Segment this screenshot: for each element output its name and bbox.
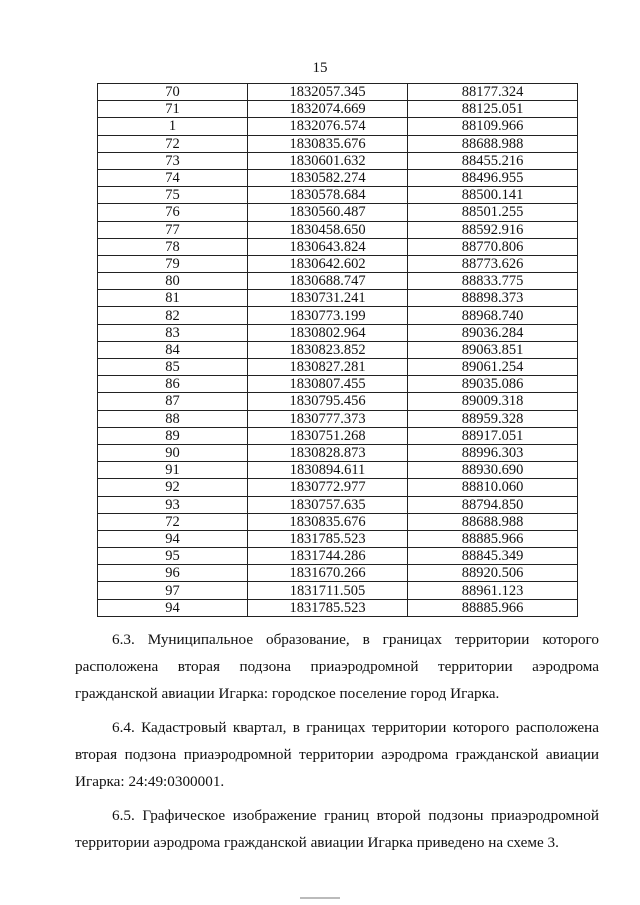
point-number-cell: 71 — [98, 101, 248, 118]
y-coordinate-cell: 88592.916 — [408, 221, 578, 238]
table-row — [98, 238, 578, 255]
point-number-cell: 91 — [98, 462, 248, 479]
table-row — [98, 152, 578, 169]
y-coordinate-cell: 88898.373 — [408, 290, 578, 307]
table-row — [98, 599, 578, 616]
point-number-cell: 78 — [98, 238, 248, 255]
point-number-cell: 90 — [98, 444, 248, 461]
x-coordinate-cell: 1830894.611 — [248, 462, 408, 479]
x-coordinate-cell: 1832074.669 — [248, 101, 408, 118]
x-coordinate-cell: 1830772.977 — [248, 479, 408, 496]
coordinates-table-body — [98, 84, 578, 617]
point-number-cell: 76 — [98, 204, 248, 221]
point-number-cell: 80 — [98, 273, 248, 290]
x-coordinate-cell: 1831744.286 — [248, 548, 408, 565]
x-coordinate-cell: 1831785.523 — [248, 530, 408, 547]
y-coordinate-cell: 89061.254 — [408, 359, 578, 376]
point-number-cell: 88 — [98, 410, 248, 427]
point-number-cell: 79 — [98, 255, 248, 272]
x-coordinate-cell: 1830751.268 — [248, 427, 408, 444]
x-coordinate-cell: 1830560.487 — [248, 204, 408, 221]
table-row — [98, 324, 578, 341]
x-coordinate-cell: 1831785.523 — [248, 599, 408, 616]
point-number-cell: 84 — [98, 341, 248, 358]
table-row — [98, 118, 578, 135]
y-coordinate-cell: 88833.775 — [408, 273, 578, 290]
table-row — [98, 462, 578, 479]
x-coordinate-cell: 1831670.266 — [248, 565, 408, 582]
point-number-cell: 94 — [98, 599, 248, 616]
table-row — [98, 393, 578, 410]
point-number-cell: 95 — [98, 548, 248, 565]
paragraph-6-4: 6.4. Кадастровый квартал, в границах территории которого расположена вторая подзона приаэродромной территории аэродрома гражданской авиации Игарка: 24:49:0300001. — [75, 719, 599, 790]
y-coordinate-cell: 88500.141 — [408, 187, 578, 204]
y-coordinate-cell: 88885.966 — [408, 530, 578, 547]
x-coordinate-cell: 1830827.281 — [248, 359, 408, 376]
point-number-cell: 72 — [98, 135, 248, 152]
y-coordinate-cell: 89035.086 — [408, 376, 578, 393]
table-row — [98, 496, 578, 513]
table-row — [98, 359, 578, 376]
table-row — [98, 565, 578, 582]
x-coordinate-cell: 1830777.373 — [248, 410, 408, 427]
table-row — [98, 273, 578, 290]
y-coordinate-cell: 88109.966 — [408, 118, 578, 135]
point-number-cell: 72 — [98, 513, 248, 530]
x-coordinate-cell: 1830642.602 — [248, 255, 408, 272]
table-row — [98, 135, 578, 152]
y-coordinate-cell: 88930.690 — [408, 462, 578, 479]
point-number-cell: 96 — [98, 565, 248, 582]
table-row — [98, 221, 578, 238]
point-number-cell: 87 — [98, 393, 248, 410]
table-row — [98, 444, 578, 461]
x-coordinate-cell: 1830835.676 — [248, 135, 408, 152]
y-coordinate-cell: 89063.851 — [408, 341, 578, 358]
x-coordinate-cell: 1830835.676 — [248, 513, 408, 530]
x-coordinate-cell: 1830802.964 — [248, 324, 408, 341]
x-coordinate-cell: 1830731.241 — [248, 290, 408, 307]
table-row — [98, 307, 578, 324]
x-coordinate-cell: 1830578.684 — [248, 187, 408, 204]
x-coordinate-cell: 1830795.456 — [248, 393, 408, 410]
table-row — [98, 410, 578, 427]
table-row — [98, 187, 578, 204]
point-number-cell: 81 — [98, 290, 248, 307]
y-coordinate-cell: 89009.318 — [408, 393, 578, 410]
point-number-cell: 85 — [98, 359, 248, 376]
table-row — [98, 582, 578, 599]
y-coordinate-cell: 88688.988 — [408, 135, 578, 152]
y-coordinate-cell: 88920.506 — [408, 565, 578, 582]
y-coordinate-cell: 88501.255 — [408, 204, 578, 221]
point-number-cell: 73 — [98, 152, 248, 169]
point-number-cell: 1 — [98, 118, 248, 135]
y-coordinate-cell: 88885.966 — [408, 599, 578, 616]
y-coordinate-cell: 88496.955 — [408, 169, 578, 186]
point-number-cell: 86 — [98, 376, 248, 393]
table-row — [98, 513, 578, 530]
scan-artifact-line — [300, 897, 340, 899]
table-row — [98, 101, 578, 118]
y-coordinate-cell: 88996.303 — [408, 444, 578, 461]
point-number-cell: 97 — [98, 582, 248, 599]
point-number-cell: 77 — [98, 221, 248, 238]
text-body — [75, 626, 599, 863]
paragraph-6-5: 6.5. Графическое изображение границ второй подзоны приаэродромной территории аэродрома гражданской авиации Игарка приведено на схеме 3. — [75, 807, 599, 851]
y-coordinate-cell: 88917.051 — [408, 427, 578, 444]
paragraph-6-3: 6.3. Муниципальное образование, в границах территории которого расположена вторая подзона приаэродромной территории аэродрома гражданской авиации Игарка: городское поселение город Игарка. — [75, 631, 599, 702]
table-row — [98, 427, 578, 444]
point-number-cell: 83 — [98, 324, 248, 341]
x-coordinate-cell: 1830582.274 — [248, 169, 408, 186]
y-coordinate-cell: 88968.740 — [408, 307, 578, 324]
y-coordinate-cell: 88455.216 — [408, 152, 578, 169]
table-row — [98, 341, 578, 358]
x-coordinate-cell: 1830807.455 — [248, 376, 408, 393]
page-number: 15 — [312, 60, 328, 76]
table-row — [98, 548, 578, 565]
point-number-cell: 74 — [98, 169, 248, 186]
coordinates-table — [97, 83, 578, 617]
x-coordinate-cell: 1830773.199 — [248, 307, 408, 324]
y-coordinate-cell: 88770.806 — [408, 238, 578, 255]
y-coordinate-cell: 88794.850 — [408, 496, 578, 513]
point-number-cell: 93 — [98, 496, 248, 513]
x-coordinate-cell: 1830828.873 — [248, 444, 408, 461]
x-coordinate-cell: 1830643.824 — [248, 238, 408, 255]
table-row — [98, 290, 578, 307]
table-row — [98, 255, 578, 272]
y-coordinate-cell: 88773.626 — [408, 255, 578, 272]
x-coordinate-cell: 1830757.635 — [248, 496, 408, 513]
x-coordinate-cell: 1832076.574 — [248, 118, 408, 135]
point-number-cell: 94 — [98, 530, 248, 547]
x-coordinate-cell: 1830823.852 — [248, 341, 408, 358]
y-coordinate-cell: 88959.328 — [408, 410, 578, 427]
table-row — [98, 84, 578, 101]
table-row — [98, 479, 578, 496]
y-coordinate-cell: 88961.123 — [408, 582, 578, 599]
point-number-cell: 82 — [98, 307, 248, 324]
x-coordinate-cell: 1830458.650 — [248, 221, 408, 238]
y-coordinate-cell: 88810.060 — [408, 479, 578, 496]
x-coordinate-cell: 1830601.632 — [248, 152, 408, 169]
y-coordinate-cell: 88845.349 — [408, 548, 578, 565]
table-row — [98, 169, 578, 186]
point-number-cell: 92 — [98, 479, 248, 496]
point-number-cell: 75 — [98, 187, 248, 204]
x-coordinate-cell: 1832057.345 — [248, 84, 408, 101]
x-coordinate-cell: 1830688.747 — [248, 273, 408, 290]
x-coordinate-cell: 1831711.505 — [248, 582, 408, 599]
y-coordinate-cell: 88688.988 — [408, 513, 578, 530]
y-coordinate-cell: 88125.051 — [408, 101, 578, 118]
y-coordinate-cell: 89036.284 — [408, 324, 578, 341]
point-number-cell: 70 — [98, 84, 248, 101]
table-row — [98, 530, 578, 547]
y-coordinate-cell: 88177.324 — [408, 84, 578, 101]
table-row — [98, 204, 578, 221]
table-row — [98, 376, 578, 393]
point-number-cell: 89 — [98, 427, 248, 444]
